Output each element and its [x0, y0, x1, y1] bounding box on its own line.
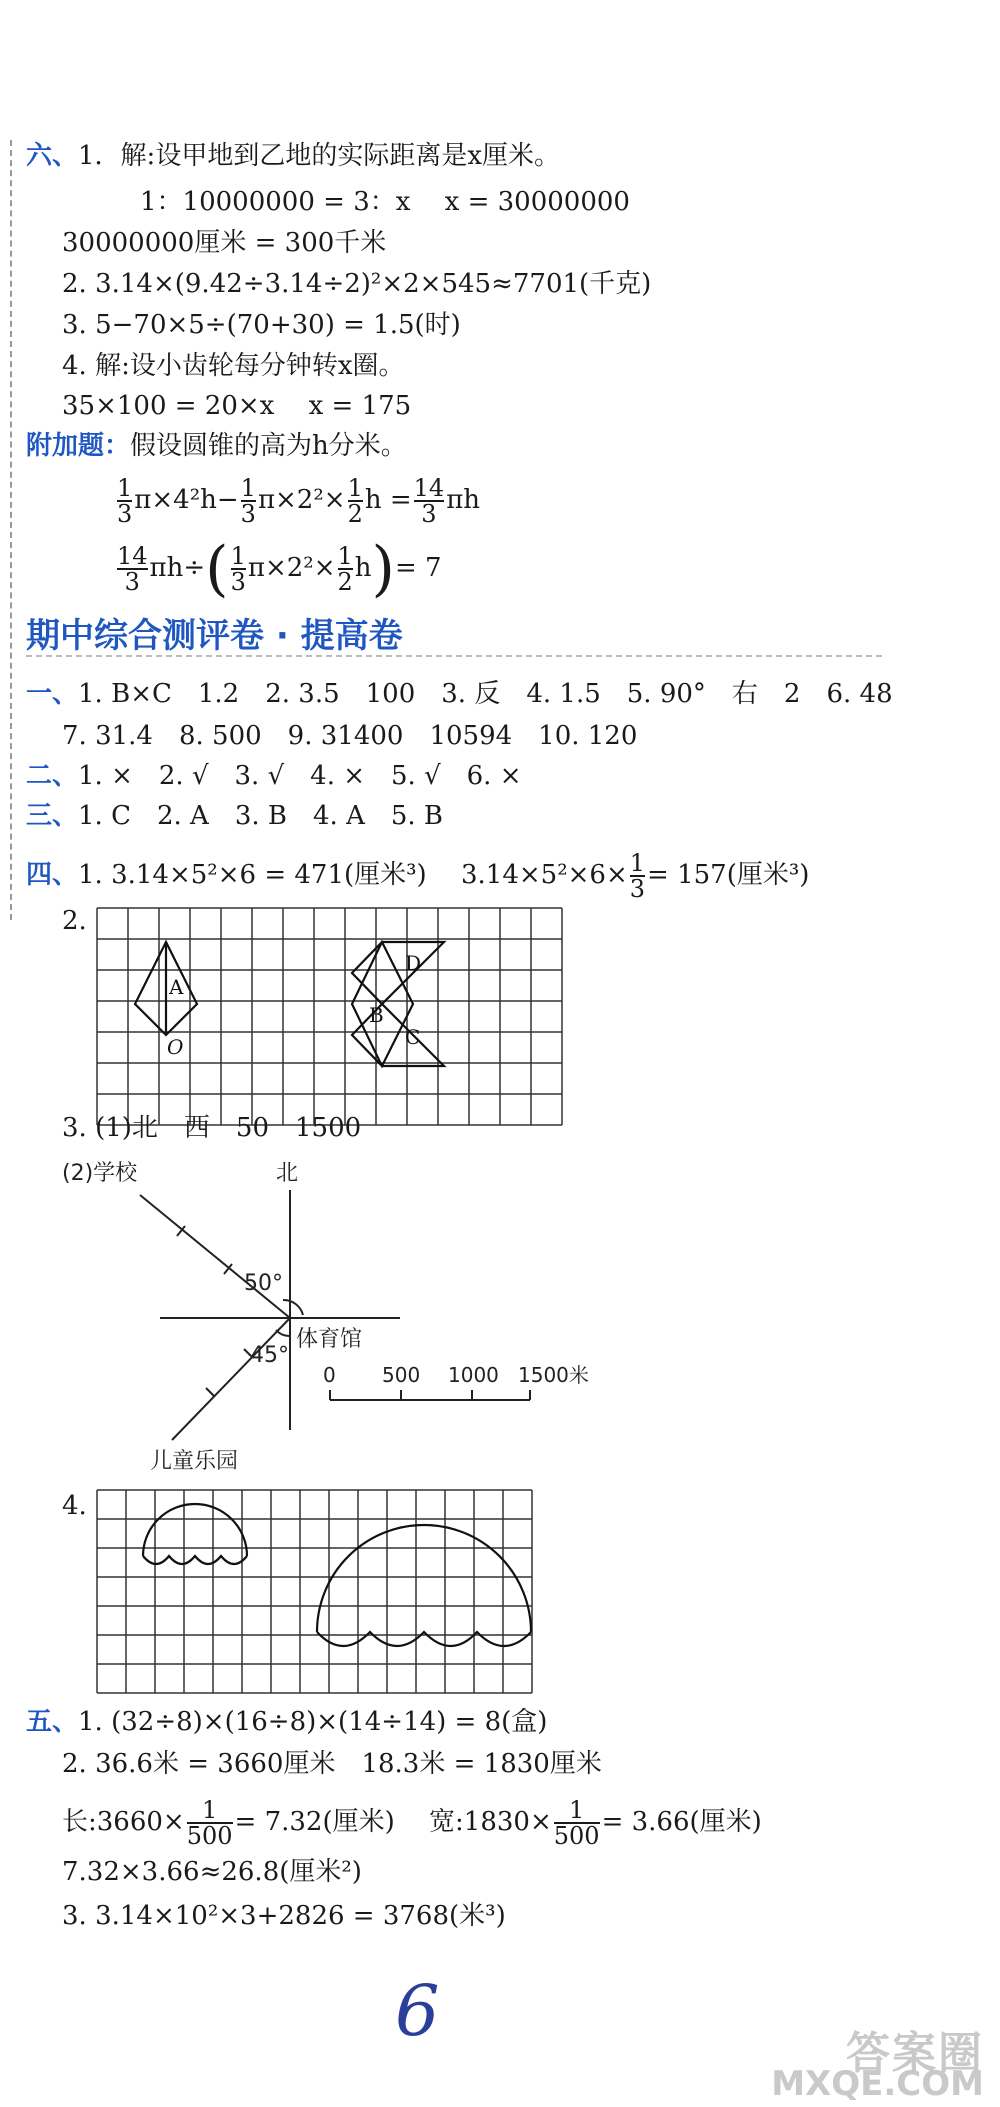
eq-part: h = [364, 485, 412, 515]
angle-45-arc [276, 1330, 290, 1336]
s4-line1 [26, 850, 809, 901]
label-gym: 体育馆 [296, 1327, 363, 1352]
sec6-line5: 3. 5−70×5÷(70+30) = 1.5(时) [62, 310, 461, 340]
s3-label: 三、 [26, 801, 79, 831]
label-park: 儿童乐园 [150, 1449, 239, 1474]
sec6-line7: 35×100 = 20×x x = 175 [62, 391, 412, 421]
frac: $\frac{1}{3}$ [230, 542, 246, 596]
frac: $\frac{1}{500}$ [186, 1796, 233, 1850]
s5-text3c: = 3.66(厘米) [601, 1807, 762, 1837]
s5-text1: 1. (32÷8)×(16÷8)×(14÷14) = 8(盒) [78, 1707, 548, 1737]
small-umbrella-bottom [143, 1556, 247, 1564]
extra-eq1 [115, 470, 480, 530]
label-A: A [169, 975, 184, 999]
sec6-text1: 1．解:设甲地到乙地的实际距离是x厘米。 [78, 141, 560, 171]
s2-label: 二、 [26, 761, 79, 791]
eq-part: πh [446, 485, 481, 515]
label-B: B [369, 1003, 384, 1027]
watermark-cn: 答案圈 [846, 2028, 984, 2079]
eq-part: h [354, 553, 372, 583]
s5-line2: 2. 36.6米 = 3660厘米 18.3米 = 1830厘米 [62, 1749, 602, 1779]
eq-part: π×2²× [257, 485, 346, 515]
s2-text: 1. × 2. √ 3. √ 4. × 5. √ 6. × [78, 761, 522, 791]
s5-line5: 3. 3.14×10²×3+2826 = 3768(米³) [62, 1901, 506, 1931]
eq-part: πh÷ [149, 553, 206, 583]
frac: $\frac{1}{500}$ [553, 1796, 600, 1850]
eq-part: π×4²h− [134, 485, 239, 515]
extra-line [26, 430, 407, 462]
s5-label: 五、 [26, 1707, 79, 1737]
watermark [771, 2028, 984, 2104]
eq-part: = 7 [394, 553, 442, 583]
margin-dashed-line [10, 140, 12, 920]
tick [206, 1388, 214, 1396]
angle-50-arc [283, 1300, 303, 1315]
s3-line [26, 800, 443, 832]
scale-label: 500 [382, 1363, 421, 1387]
sec6-line2: 1：10000000 = 3：x x = 30000000 [140, 187, 630, 217]
label-45-deg: 45° [250, 1343, 289, 1368]
label-north: 北 [276, 1161, 299, 1186]
sec6-line3: 30000000厘米 = 300千米 [62, 228, 387, 258]
eq-part: π×2²× [247, 553, 336, 583]
extra-eq2: $\frac{14}{3}$ πh÷( $\frac{1}{3}$ π×2²× $\frac{1}{2}$ h)= 7 [117, 534, 442, 604]
frac: $\frac{1}{3}$ [629, 849, 646, 903]
scale-label: 0 [323, 1363, 336, 1387]
grid-figure-2 [97, 1490, 557, 1700]
s2-line [26, 760, 522, 792]
s4-item2-number: 2. [62, 906, 87, 936]
s1-line2: 7. 31.4 8. 500 9. 31400 10594 10. 120 [62, 721, 638, 751]
frac: $\frac{14}{3}$ [117, 542, 148, 596]
s4-line3: 3. (1)北 西 50 1500 [62, 1113, 362, 1143]
school-direction-line [140, 1195, 290, 1318]
s4-label: 四、 [26, 860, 79, 890]
frac: $\frac{1}{2}$ [337, 542, 353, 596]
scale-label: 1000 [448, 1363, 499, 1387]
extra-text: 假设圆锥的高为h分米。 [130, 431, 407, 461]
s4-text1b: = 157(厘米³) [647, 860, 810, 890]
large-umbrella-bottom [317, 1632, 531, 1646]
page-title: 期中综合测评卷 · 提高卷 [26, 616, 403, 656]
extra-label: 附加题： [26, 431, 131, 461]
s1-line1 [26, 678, 893, 710]
sec6-line4: 2. 3.14×(9.42÷3.14÷2)²×2×545≈7701(千克) [62, 269, 652, 299]
sec6-line1 [26, 140, 560, 172]
umbrella-shapes [143, 1504, 531, 1646]
park-direction-line [172, 1318, 290, 1440]
label-C: C [405, 1025, 421, 1049]
s5-line4: 7.32×3.66≈26.8(厘米²) [62, 1857, 362, 1887]
frac: $\frac{1}{3}$ [117, 474, 133, 528]
s1-text1: 1. B×C 1.2 2. 3.5 100 3. 反 4. 1.5 5. 90° 右 2 6. 48 [78, 679, 893, 709]
frac: $\frac{14}{3}$ [413, 474, 445, 528]
frac: $\frac{1}{2}$ [347, 474, 363, 528]
s5-line1 [26, 1706, 547, 1738]
s4-item4-number: 4. [62, 1491, 87, 1521]
s5-text3a: 长:3660× [62, 1807, 185, 1837]
sec6-label: 六、 [26, 141, 79, 171]
scale-label: 1500米 [518, 1363, 589, 1387]
s3-text: 1. C 2. A 3. B 4. A 5. B [78, 801, 444, 831]
title-divider [26, 655, 882, 657]
s5-text3b: = 7.32(厘米) 宽:1830× [234, 1807, 552, 1837]
compass-diagram [0, 1150, 620, 1480]
label-school: (2)学校 [62, 1161, 138, 1186]
label-D: D [405, 951, 422, 975]
sec6-line6: 4. 解:设小齿轮每分钟转x圈。 [62, 351, 405, 381]
watermark-en: MXQE.COM [771, 2064, 984, 2104]
label-50-deg: 50° [244, 1271, 283, 1296]
s5-line3 [62, 1792, 762, 1852]
label-O: O [167, 1035, 184, 1059]
grid-figure-1 [97, 908, 567, 1128]
s4-text1a: 1. 3.14×5²×6 = 471(厘米³) 3.14×5²×6× [78, 860, 628, 890]
large-umbrella-top [317, 1525, 531, 1632]
handwritten-page-number: 6 [395, 1970, 440, 2052]
grid-lines [97, 1490, 532, 1693]
frac: $\frac{1}{3}$ [240, 474, 256, 528]
s1-label: 一、 [26, 679, 79, 709]
